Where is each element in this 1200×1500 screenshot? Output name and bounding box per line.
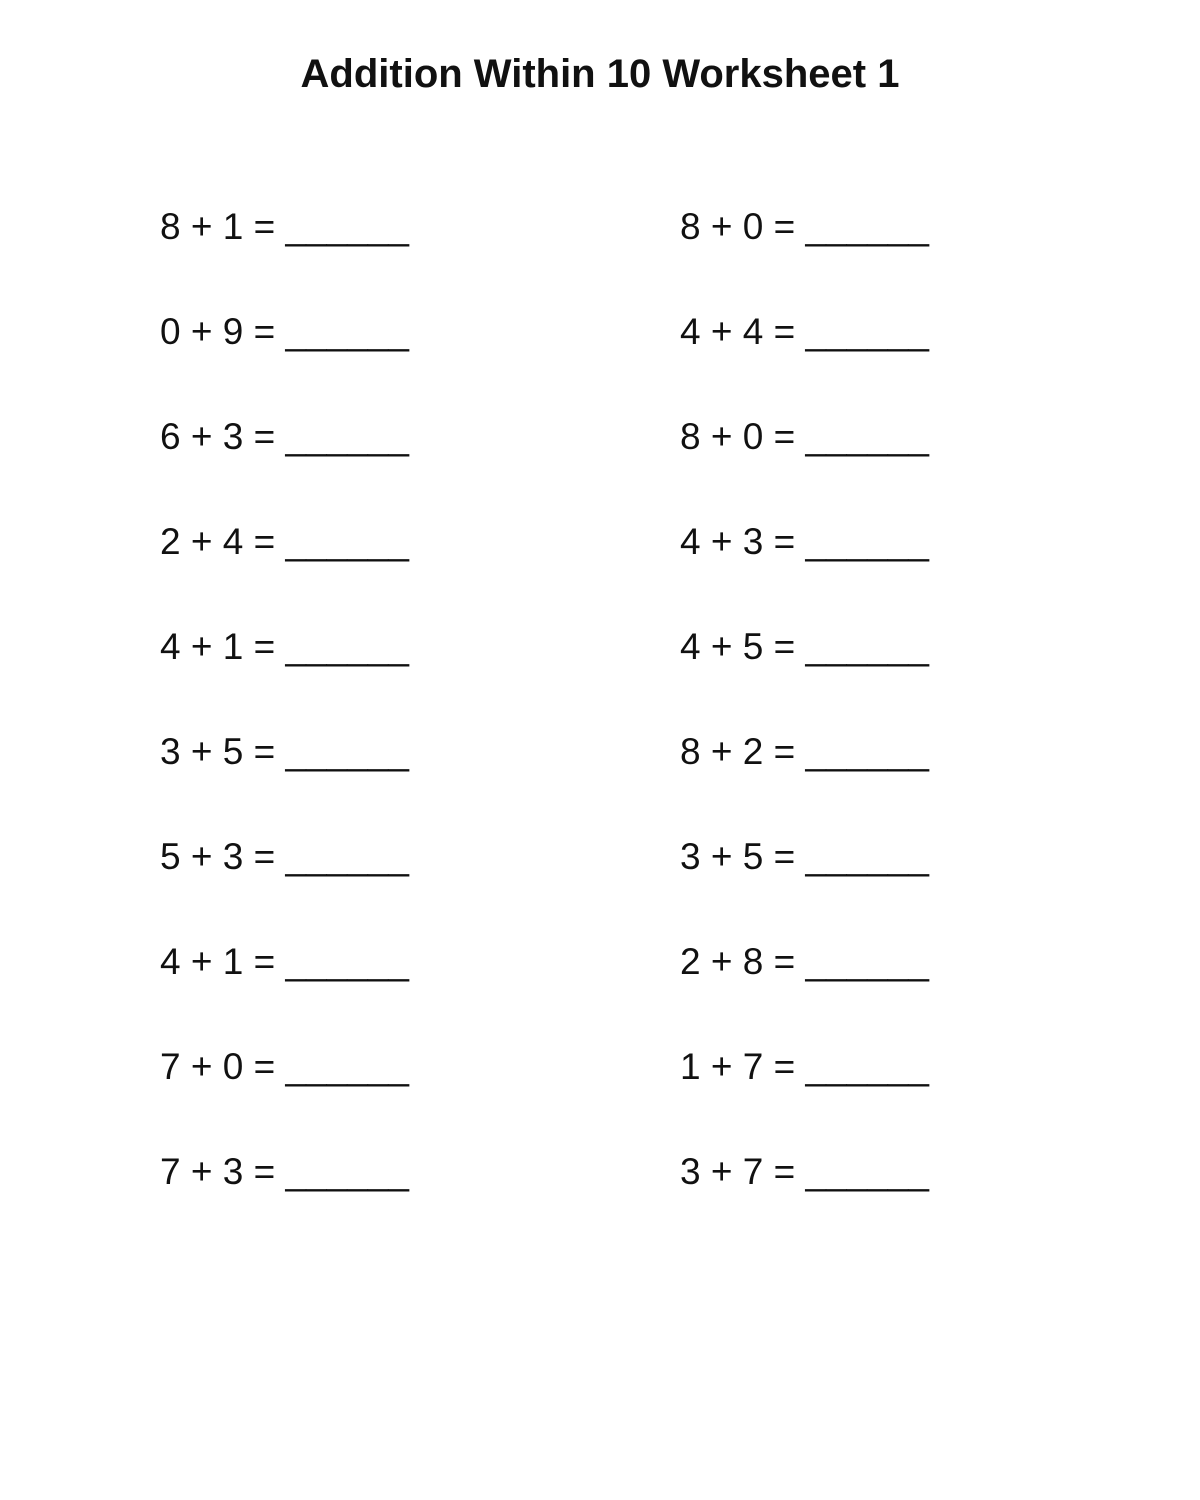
problem-item: 7 + 0 = ______ bbox=[160, 1046, 409, 1087]
problem-item: 3 + 5 = ______ bbox=[680, 836, 929, 877]
problem-item: 4 + 1 = ______ bbox=[160, 941, 409, 982]
problem-item: 1 + 7 = ______ bbox=[680, 1046, 929, 1087]
problem-item: 2 + 8 = ______ bbox=[680, 941, 929, 982]
problem-item: 8 + 1 = ______ bbox=[160, 206, 409, 247]
problem-item: 8 + 0 = ______ bbox=[680, 416, 929, 457]
problem-item: 8 + 0 = ______ bbox=[680, 206, 929, 247]
problem-grid bbox=[160, 205, 1060, 1255]
worksheet-title: Addition Within 10 Worksheet 1 bbox=[300, 52, 900, 96]
problem-item: 4 + 4 = ______ bbox=[680, 311, 929, 352]
problem-item: 0 + 9 = ______ bbox=[160, 311, 409, 352]
problem-item: 4 + 3 = ______ bbox=[680, 521, 929, 562]
problem-item: 4 + 5 = ______ bbox=[680, 626, 929, 667]
problem-item: 3 + 7 = ______ bbox=[680, 1151, 929, 1192]
problem-item: 3 + 5 = ______ bbox=[160, 731, 409, 772]
problem-item: 5 + 3 = ______ bbox=[160, 836, 409, 877]
problem-item: 4 + 1 = ______ bbox=[160, 626, 409, 667]
problem-item: 6 + 3 = ______ bbox=[160, 416, 409, 457]
problem-item: 8 + 2 = ______ bbox=[680, 731, 929, 772]
problem-item: 7 + 3 = ______ bbox=[160, 1151, 409, 1192]
problem-item: 2 + 4 = ______ bbox=[160, 521, 409, 562]
